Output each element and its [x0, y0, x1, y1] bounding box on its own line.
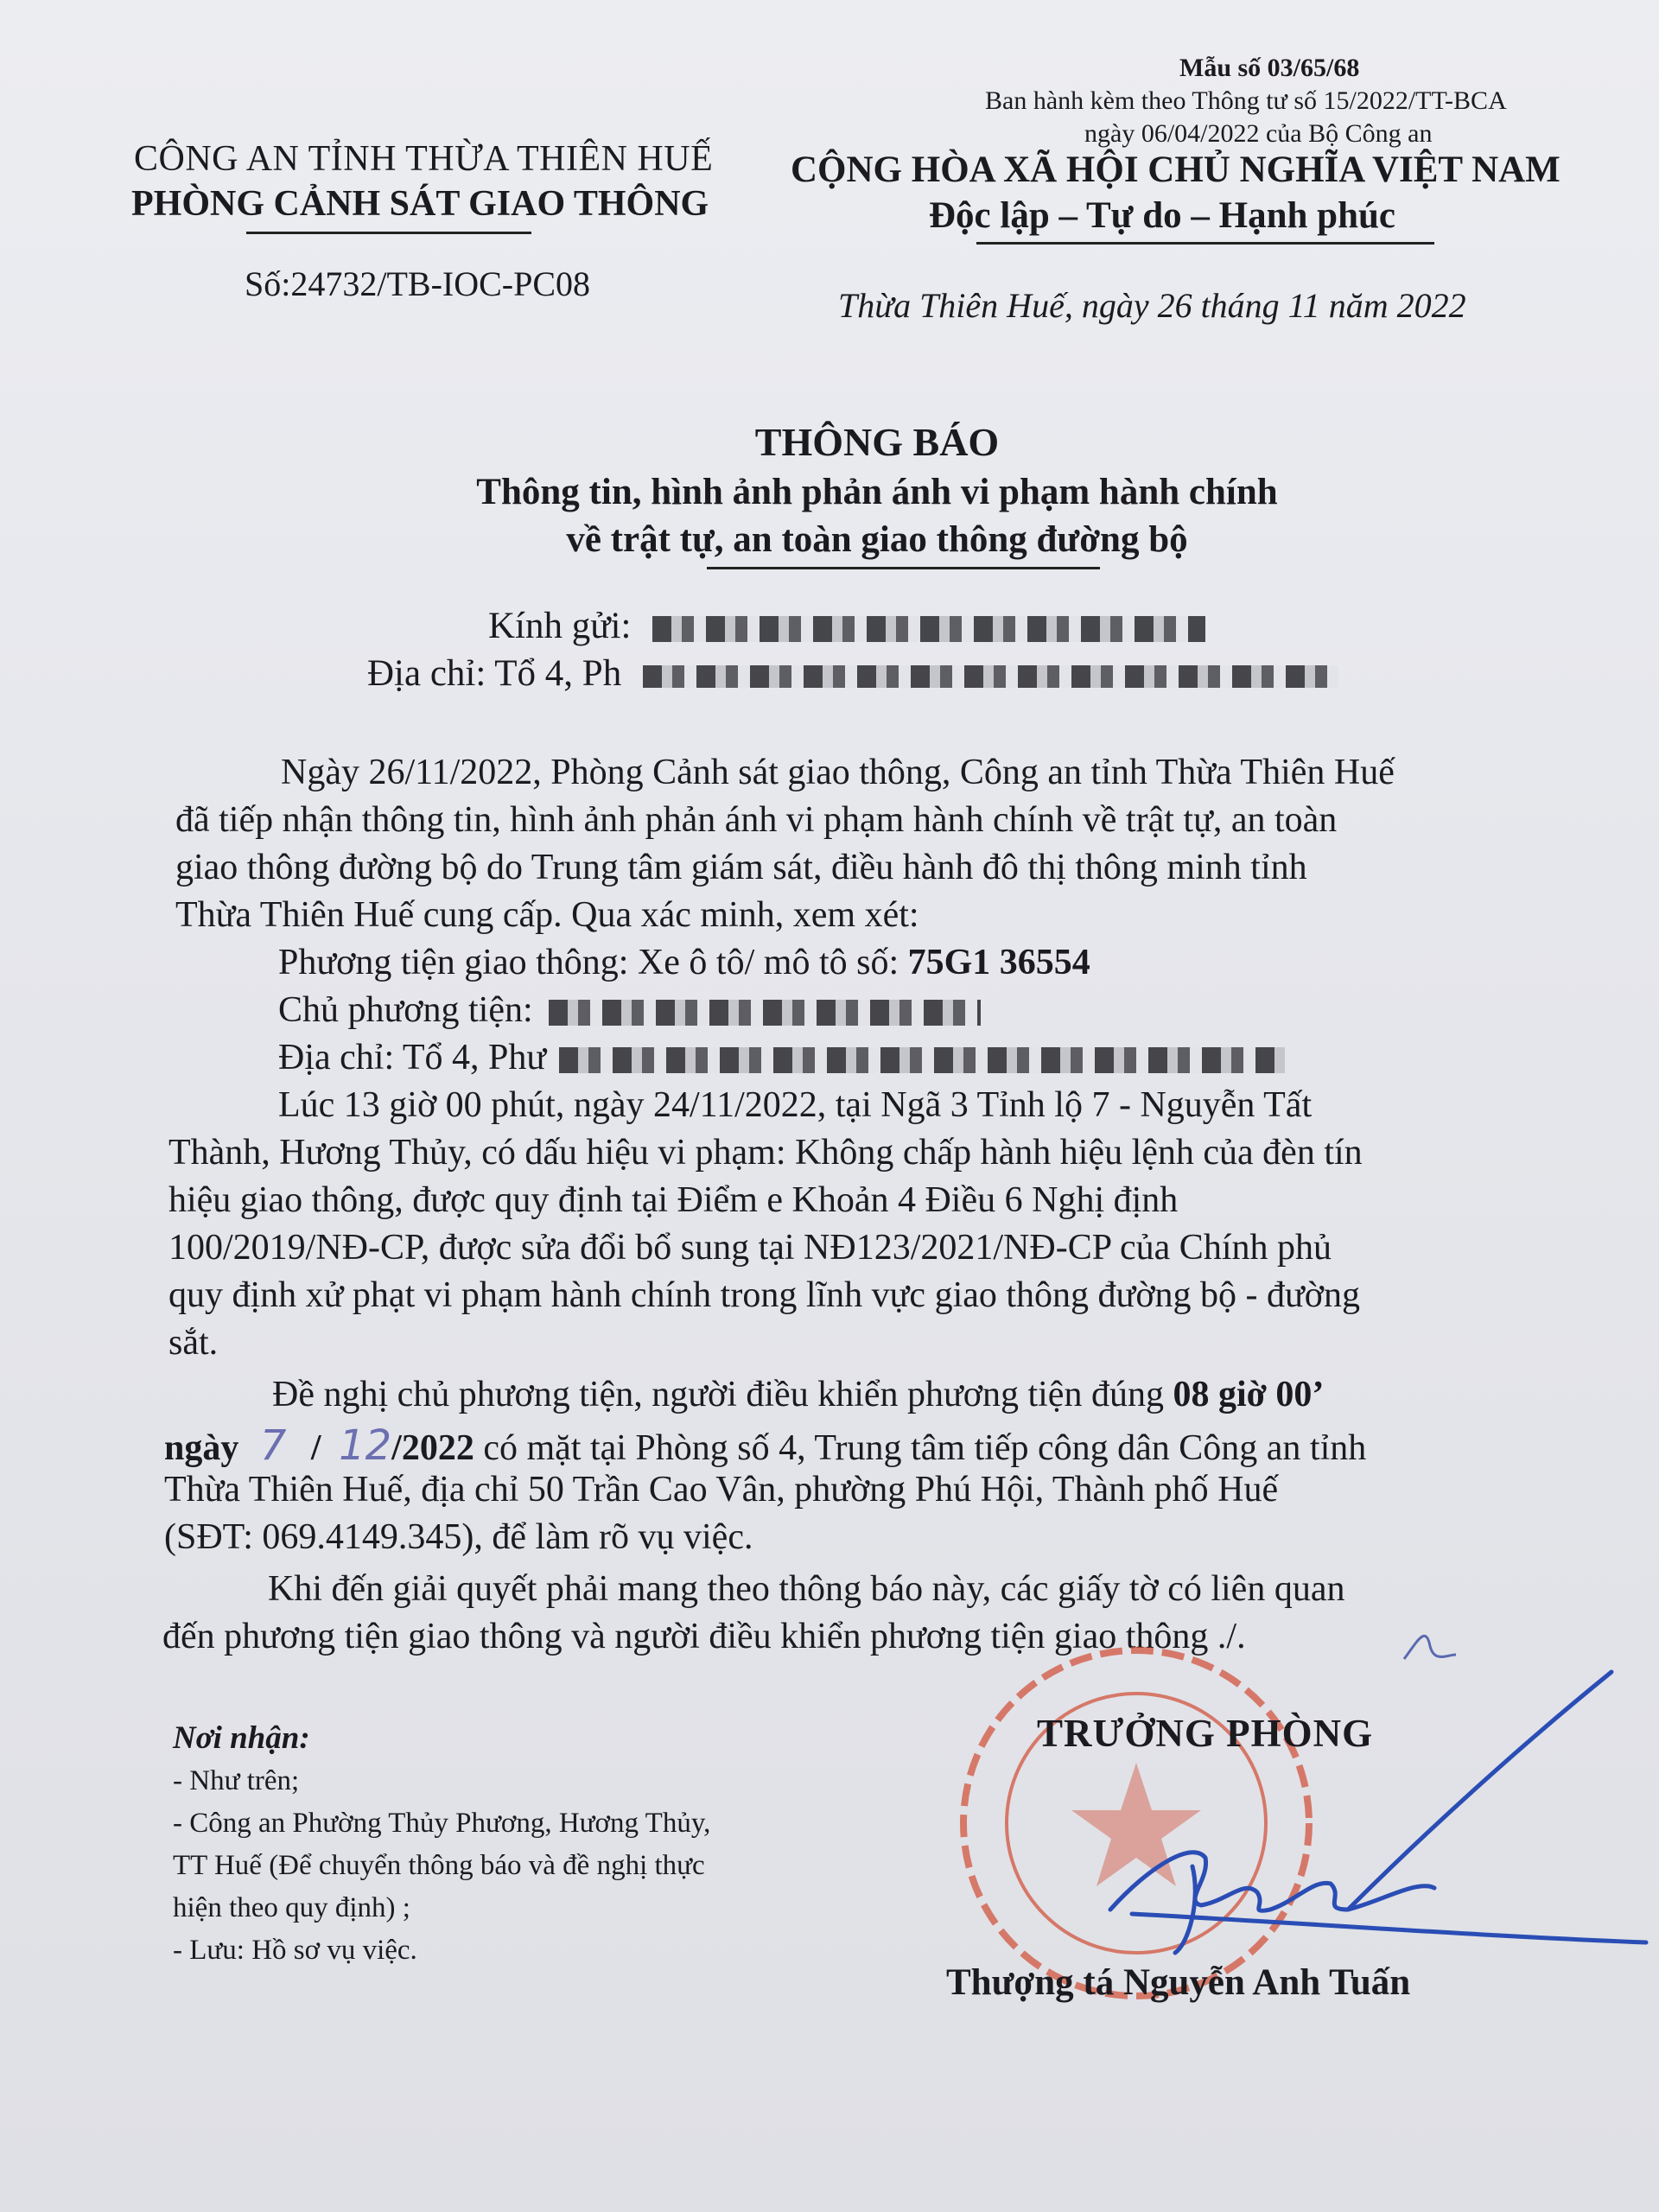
agency-name: PHÒNG CẢNH SÁT GIAO THÔNG — [131, 184, 709, 224]
recipient-label: Kính gửi: — [488, 606, 632, 646]
body-p2-l6: sắt. — [168, 1323, 219, 1363]
form-issued-line-2: ngày 06/04/2022 của Bộ Công an — [1084, 119, 1433, 148]
recipients-title: Nơi nhận: — [173, 1720, 310, 1756]
date-slash: / — [310, 1428, 321, 1468]
p3-text: Đề nghị chủ phương tiện, người điều khiển phương tiện đúng — [272, 1375, 1173, 1414]
body-p2-l1: Lúc 13 giờ 00 phút, ngày 24/11/2022, tại Ngã 3 Tỉnh lộ 7 - Nguyễn Tất — [278, 1085, 1313, 1125]
document-number: Số:24732/TB-IOC-PC08 — [245, 264, 591, 303]
recipient-item: - Lưu: Hồ sơ vụ việc. — [173, 1935, 417, 1966]
body-p1-l1: Ngày 26/11/2022, Phòng Cảnh sát giao thông, Công an tỉnh Thừa Thiên Huế — [281, 753, 1395, 792]
body-p3-l4: (SĐT: 069.4149.345), để làm rõ vụ việc. — [164, 1517, 753, 1557]
p3-l2-rest: có mặt tại Phòng số 4, Trung tâm tiếp công dân Công an tỉnh — [474, 1428, 1367, 1468]
body-p1-l3: giao thông đường bộ do Trung tâm giám sát, điều hành đô thị thông minh tỉnh — [175, 848, 1307, 887]
body-p3-l3: Thừa Thiên Huế, địa chỉ 50 Trần Cao Vân, phường Phú Hội, Thành phố Huế — [164, 1470, 1279, 1510]
handwritten-month: 12 — [339, 1421, 392, 1470]
appointment-year: /2022 — [391, 1428, 474, 1468]
recipient-address-label: Địa chỉ: Tổ 4, Ph — [367, 653, 622, 694]
recipient-item: TT Huế (Để chuyển thông báo và đề nghị thực — [173, 1850, 705, 1881]
document-subtitle-2: về trật tự, an toàn giao thông đường bộ — [566, 519, 1188, 560]
initial-mark — [1404, 1636, 1456, 1659]
national-motto: Độc lập – Tự do – Hạnh phúc — [929, 195, 1395, 236]
document-subtitle-1: Thông tin, hình ảnh phản ánh vi phạm hành chính — [476, 472, 1278, 512]
body-p2-l2: Thành, Hương Thủy, có dấu hiệu vi phạm: Không chấp hành hiệu lệnh của đèn tín — [168, 1133, 1363, 1173]
owner-address-label: Địa chỉ: Tổ 4, Phư — [278, 1038, 547, 1077]
recipient-item: - Công an Phường Thủy Phương, Hương Thủy, — [173, 1808, 711, 1839]
body-p2-l4: 100/2019/NĐ-CP, được sửa đổi bổ sung tại NĐ123/2021/NĐ-CP của Chính phủ — [168, 1228, 1332, 1268]
agency-parent: CÔNG AN TỈNH THỪA THIÊN HUẾ — [134, 139, 714, 179]
official-seal — [963, 1650, 1309, 1996]
document-title: THÔNG BÁO — [754, 420, 1000, 464]
vehicle-label: Phương tiện giao thông: Xe ô tô/ mô tô số: — [278, 943, 908, 982]
recipient-item: hiện theo quy định) ; — [173, 1892, 410, 1923]
body-p2-l5: quy định xử phạt vi phạm hành chính trong lĩnh vực giao thông đường bộ - đường — [168, 1275, 1360, 1315]
recipient-item: - Như trên; — [173, 1765, 300, 1796]
signer-name: Thượng tá Nguyễn Anh Tuấn — [946, 1962, 1411, 2003]
handwritten-day: 7 — [259, 1421, 287, 1470]
form-issued-line-1: Ban hành kèm theo Thông tư số 15/2022/TT-BCA — [985, 86, 1507, 115]
form-number: Mẫu số 03/65/68 — [1179, 54, 1360, 82]
body-p2-l3: hiệu giao thông, được quy định tại Điểm e Khoản 4 Điều 6 Nghị định — [168, 1180, 1179, 1220]
appointment-time: 08 giờ 00’ — [1173, 1375, 1325, 1414]
body-p1-l4: Thừa Thiên Huế cung cấp. Qua xác minh, xem xét: — [175, 895, 919, 935]
body-p1-l2: đã tiếp nhận thông tin, hình ảnh phản ánh vi phạm hành chính về trật tự, an toàn — [175, 800, 1338, 840]
body-p4-l1: Khi đến giải quyết phải mang theo thông báo này, các giấy tờ có liên quan — [268, 1569, 1345, 1609]
appointment-day-label: ngày — [164, 1428, 239, 1468]
vehicle-plate: 75G1 36554 — [907, 943, 1090, 982]
place-date: Thừa Thiên Huế, ngày 26 tháng 11 năm 2022 — [838, 286, 1466, 325]
owner-label: Chủ phương tiện: — [278, 990, 533, 1030]
body-p4-l2: đến phương tiện giao thông và người điều khiển phương tiện giao thông ./. — [162, 1617, 1246, 1656]
republic-name: CỘNG HÒA XÃ HỘI CHỦ NGHĨA VIỆT NAM — [791, 149, 1560, 190]
signing-position: TRƯỞNG PHÒNG — [1037, 1712, 1374, 1755]
